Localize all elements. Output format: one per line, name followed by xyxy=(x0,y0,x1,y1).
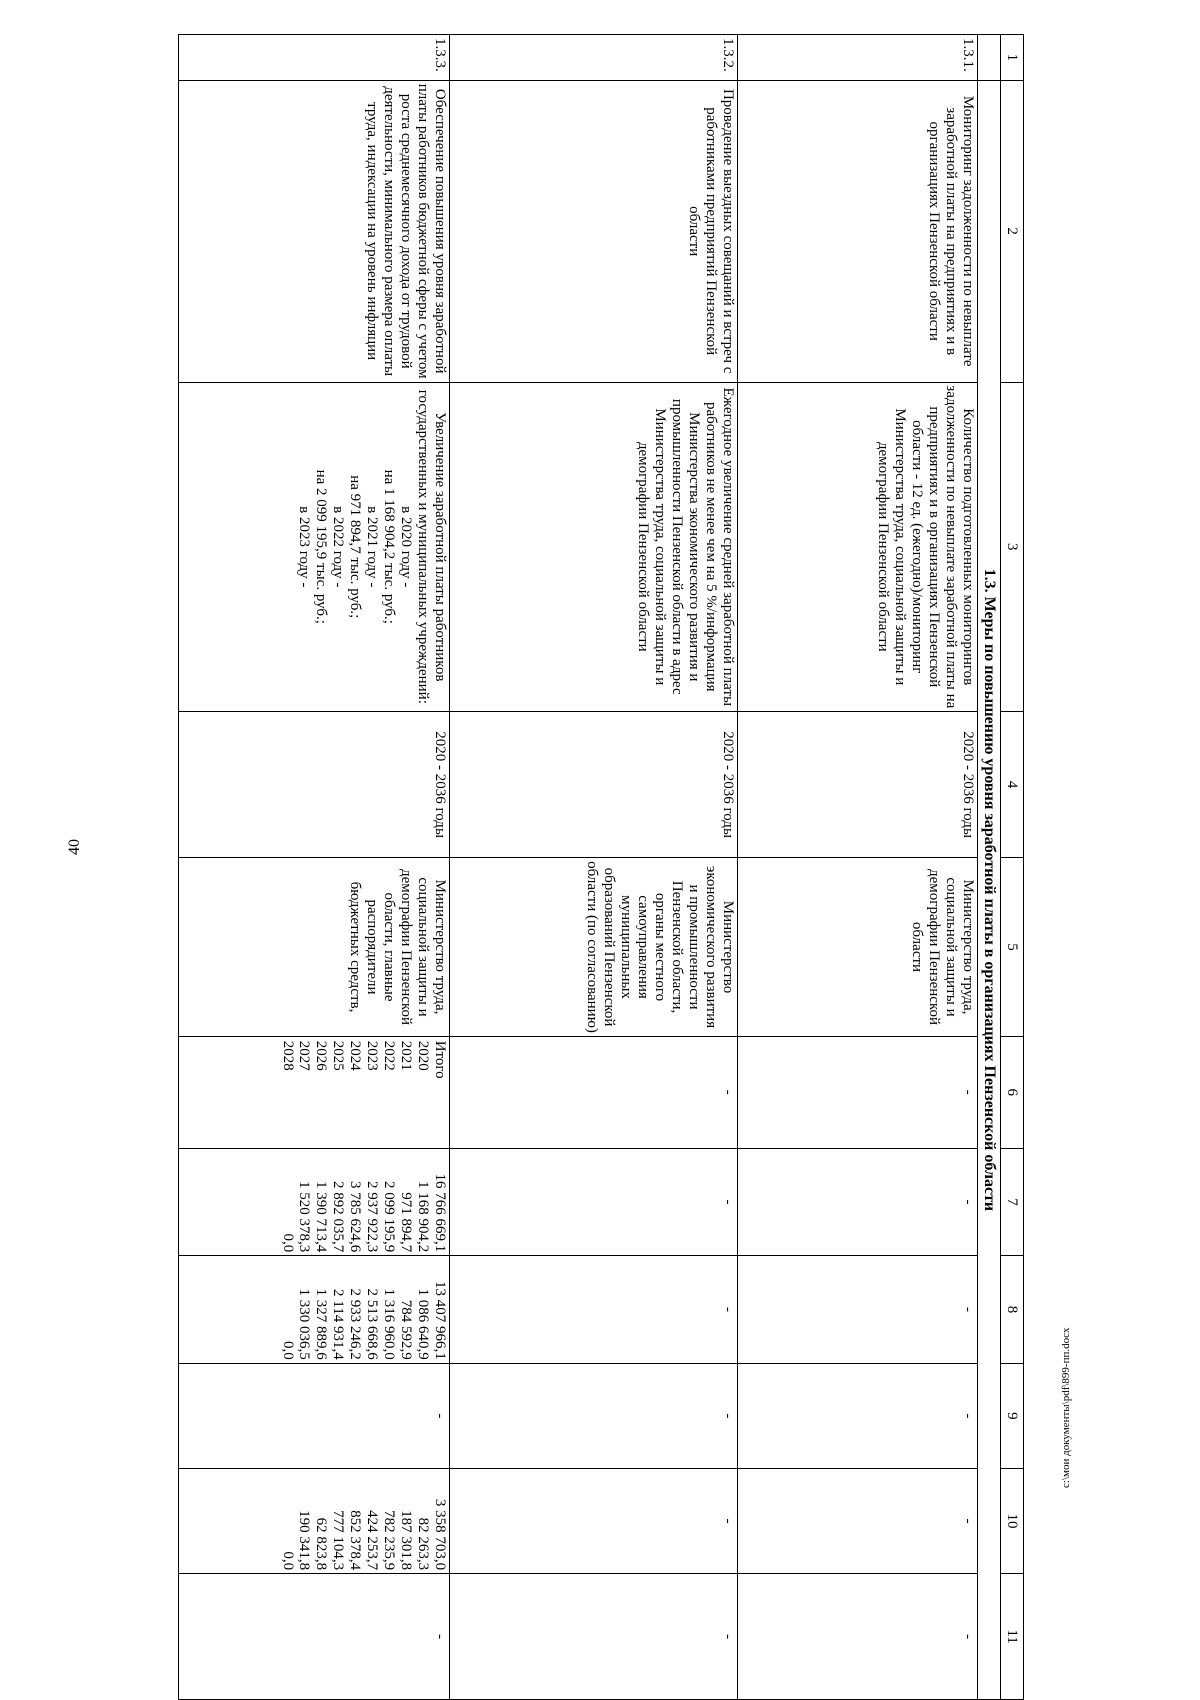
header-cell-3: 3 xyxy=(1001,382,1024,711)
cell-col10: - xyxy=(738,1468,978,1573)
value: 1 390 713,4 xyxy=(313,1181,330,1253)
year-label: 2021 xyxy=(398,1040,415,1071)
cell-col9: - xyxy=(738,1363,978,1468)
value: 424 253,7 xyxy=(364,1510,381,1571)
year-label: 2025 xyxy=(330,1040,347,1071)
header-cell-4: 4 xyxy=(1001,711,1024,857)
cell-col7-values xyxy=(179,1148,450,1255)
header-cell-7: 7 xyxy=(1001,1148,1024,1255)
value: 2 937 922,3 xyxy=(364,1181,381,1253)
value: 0,0 xyxy=(279,1551,296,1571)
value: 187 301,8 xyxy=(398,1510,415,1571)
section-row xyxy=(978,35,1001,1700)
value: 3 358 703,0 xyxy=(432,1498,448,1571)
value: 1 086 640,9 xyxy=(415,1288,432,1360)
year-label: 2020 xyxy=(415,1040,432,1071)
year-label: Итого xyxy=(432,1040,448,1079)
cell-col7: - xyxy=(450,1148,738,1255)
cell-col9: - xyxy=(179,1363,450,1468)
cell-col8: - xyxy=(738,1256,978,1363)
measure-period: 2020 - 2036 годы xyxy=(450,711,738,857)
value: 2 933 246,2 xyxy=(347,1288,364,1360)
table-row xyxy=(450,35,738,1700)
measure-indicator: Количество подготовленных мониторингов задолженности по невыплате заработной платы на предприятиях и в организациях Пензенской области - 12 ед. (ежегодно)/мониторинг Министерства труда, социальной защиты и демографии Пензенской области xyxy=(738,382,978,711)
value: 0,0 xyxy=(279,1233,296,1253)
year-label: 2024 xyxy=(347,1040,364,1071)
indicator-line: в 2020 году - xyxy=(398,506,415,588)
cell-col6: - xyxy=(450,1036,738,1148)
cell-col11: - xyxy=(738,1574,978,1700)
indicator-line: в 2022 году - xyxy=(330,506,347,588)
value: 0,0 xyxy=(279,1340,296,1360)
value: 2 892 035,7 xyxy=(330,1181,347,1253)
value: 190 341,8 xyxy=(296,1510,313,1571)
measure-indicator xyxy=(179,382,450,711)
indicator-line: в 2023 году - xyxy=(296,506,313,588)
cell-col8-values xyxy=(179,1256,450,1363)
measure-period: 2020 - 2036 годы xyxy=(738,711,978,857)
measure-executor: Министерство труда, социальной защиты и демографии Пензенской области xyxy=(738,858,978,1036)
measure-name: Обеспечение повышения уровня заработной платы работников бюджетной сферы с учетом роста среднемесячного дохода от трудовой деятельности, минимального размера оплаты труда, индексации на уровень инфляции xyxy=(179,80,450,382)
header-cell-9: 9 xyxy=(1001,1363,1024,1468)
measure-period: 2020 - 2036 годы xyxy=(179,711,450,857)
indicator-line: Увеличение заработной платы работников государственных и муниципальных учреждений: xyxy=(415,389,448,704)
header-cell-5: 5 xyxy=(1001,858,1024,1036)
measure-name: Проведение выездных совещаний и встреч с работниками предприятий Пензенской области xyxy=(450,80,738,382)
cell-col11: - xyxy=(179,1574,450,1700)
value: 3 785 624,6 xyxy=(347,1181,364,1253)
measure-executor: Министерство труда, социальной защиты и демографии Пензенской области, главные распорядители бюджетных средств, xyxy=(179,858,450,1036)
value: 1 168 904,2 xyxy=(415,1181,432,1253)
indicator-line: на 971 894,7 тыс. руб.; xyxy=(347,475,364,619)
header-cell-8: 8 xyxy=(1001,1256,1024,1363)
cell-col11: - xyxy=(450,1574,738,1700)
cell-col6-years xyxy=(179,1036,450,1148)
value: 16 766 669,1 xyxy=(432,1173,448,1253)
header-cell-6: 6 xyxy=(1001,1036,1024,1148)
cell-col9: - xyxy=(450,1363,738,1468)
value: 1 520 378,3 xyxy=(296,1181,313,1253)
value: 852 378,4 xyxy=(347,1510,364,1571)
footer-file-path: c:\мои документы\pdf\899-пп.docx xyxy=(1060,1327,1072,1488)
program-table xyxy=(178,34,1024,1700)
indicator-line: на 1 168 904,2 тыс. руб.; xyxy=(381,469,398,624)
rotated-table-container xyxy=(178,34,1024,1700)
header-cell-11: 11 xyxy=(1001,1574,1024,1700)
cell-col10-values xyxy=(179,1468,450,1573)
row-number: 1.3.2. xyxy=(450,35,738,81)
section-spacer xyxy=(978,35,1001,81)
cell-col10: - xyxy=(450,1468,738,1573)
cell-col7: - xyxy=(738,1148,978,1255)
year-label: 2027 xyxy=(296,1040,313,1071)
row-number: 1.3.3. xyxy=(179,35,450,81)
value: 1 327 889,6 xyxy=(313,1288,330,1360)
indicator-line: на 2 099 195,9 тыс. руб.; xyxy=(313,469,330,624)
year-label: 2022 xyxy=(381,1040,398,1071)
value: 784 592,9 xyxy=(398,1299,415,1360)
row-number: 1.3.1. xyxy=(738,35,978,81)
cell-col8: - xyxy=(450,1256,738,1363)
header-cell-1: 1 xyxy=(1001,35,1024,81)
value: 777 104,3 xyxy=(330,1510,347,1571)
table-row xyxy=(179,35,450,1700)
value: 62 823,8 xyxy=(313,1517,330,1571)
section-title: 1.3. Меры по повышению уровня заработной платы в организациях Пензенской области xyxy=(978,80,1001,1699)
year-label: 2026 xyxy=(313,1040,330,1071)
measure-indicator: Ежегодное увеличение средней заработной платы работников не менее чем на 5 %/информация Министерства экономического развития и промышленности Пензенской области в адрес Министерства труда, социальной защиты и демографии Пензенской области xyxy=(450,382,738,711)
value: 2 099 195,9 xyxy=(381,1181,398,1253)
value: 82 263,3 xyxy=(415,1517,432,1571)
cell-col6: - xyxy=(738,1036,978,1148)
year-label: 2023 xyxy=(364,1040,381,1071)
page-number: 40 xyxy=(66,839,83,855)
header-cell-10: 10 xyxy=(1001,1468,1024,1573)
measure-name: Мониторинг задолженности по невыплате заработной платы на предприятиях и в организациях Пензенской области xyxy=(738,80,978,382)
value: 2 114 931,4 xyxy=(330,1289,347,1360)
value: 1 330 036,5 xyxy=(296,1288,313,1360)
measure-executor: Министерство экономического развития и промышленности Пензенской области, органы местного самоуправления муниципальных образований Пензенской области (по согласованию) xyxy=(450,858,738,1036)
header-cell-2: 2 xyxy=(1001,80,1024,382)
indicator-line: в 2021 году - xyxy=(364,506,381,588)
value: 13 407 966,1 xyxy=(432,1280,448,1360)
value: 782 235,9 xyxy=(381,1510,398,1571)
value: 971 894,7 xyxy=(398,1192,415,1253)
year-label: 2028 xyxy=(279,1040,296,1071)
value: 2 513 668,6 xyxy=(364,1288,381,1360)
table-row xyxy=(738,35,978,1700)
value: 1 316 960,0 xyxy=(381,1288,398,1360)
header-row xyxy=(1001,35,1024,1700)
